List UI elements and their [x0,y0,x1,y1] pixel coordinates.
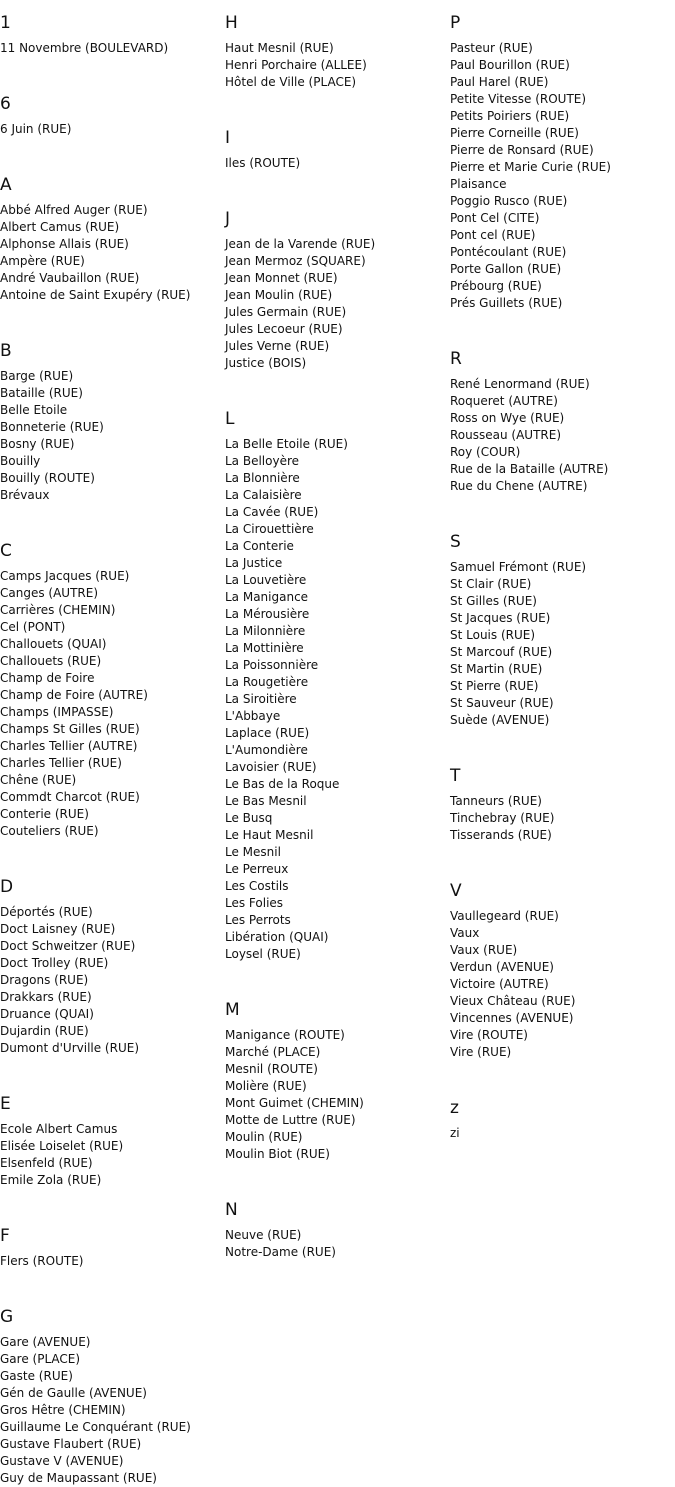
street-column-2 [225,0,450,1261]
street-link[interactable]: La Manigance [225,590,309,604]
street-link[interactable]: zi [450,1126,460,1140]
street-link[interactable]: Carrières (CHEMIN) [0,603,116,617]
street-link[interactable]: La Rougetière [225,675,309,689]
street-link[interactable]: Doct Schweitzer (RUE) [0,939,136,953]
letter-section [225,126,450,196]
street-column-3 [450,0,675,1142]
street-link[interactable]: Motte de Luttre (RUE) [225,1113,356,1127]
street-link[interactable]: La Mottinière [225,641,304,655]
section-letter-heading: M [225,1000,240,1020]
street-link[interactable]: Charles Tellier (RUE) [0,756,122,770]
section-spacer [0,1057,225,1081]
street-link[interactable]: Pontécoulant (RUE) [450,245,567,259]
street-link[interactable]: La Blonnière [225,471,300,485]
street-link[interactable]: La Milonnière [225,624,306,638]
street-link[interactable]: La Belloyère [225,454,300,468]
street-link[interactable]: Vire (ROUTE) [450,1028,528,1042]
street-link[interactable]: Manigance (ROUTE) [225,1028,345,1042]
section-spacer [0,1189,225,1213]
street-link[interactable]: Paul Harel (RUE) [450,75,549,89]
street-link[interactable]: La Belle Etoile (RUE) [225,437,348,451]
street-link[interactable]: Les Perrots [225,913,291,927]
street-link[interactable]: L'Aumondière [225,743,308,757]
street-link[interactable]: 6 Juin (RUE) [0,122,72,136]
section-letter-heading: T [450,766,461,786]
street-link[interactable]: Jean de la Varende (RUE) [225,237,376,251]
street-link[interactable]: Mesnil (ROUTE) [225,1062,318,1076]
street-link[interactable]: Cel (PONT) [0,620,66,634]
street-link[interactable]: Flers (ROUTE) [0,1254,84,1268]
street-link[interactable]: Champs (IMPASSE) [0,705,114,719]
street-link[interactable]: La Siroitière [225,692,297,706]
street-link[interactable]: Dujardin (RUE) [0,1024,89,1038]
street-link[interactable]: 11 Novembre (BOULEVARD) [0,41,169,55]
street-link[interactable]: Henri Porchaire (ALLEE) [225,58,367,72]
street-link[interactable]: Canges (AUTRE) [0,586,99,600]
street-link[interactable]: Prébourg (RUE) [450,279,542,293]
street-link[interactable]: St Marcouf (RUE) [450,645,553,659]
street-link[interactable]: Gustave V (AVENUE) [0,1454,124,1468]
letter-section [450,530,675,753]
street-link[interactable]: Le Perreux [225,862,289,876]
street-link[interactable]: Bouilly (ROUTE) [0,471,95,485]
section-spacer [225,172,450,196]
street-link[interactable]: Laplace (RUE) [225,726,310,740]
section-spacer [450,844,675,868]
street-link[interactable]: Marché (PLACE) [225,1045,321,1059]
street-link[interactable]: St Martin (RUE) [450,662,543,676]
street-link[interactable]: St Sauveur (RUE) [450,696,554,710]
street-link[interactable]: Rue de la Bataille (AUTRE) [450,462,609,476]
street-link[interactable]: Lavoisier (RUE) [225,760,317,774]
street-link[interactable]: Poggio Rusco (RUE) [450,194,568,208]
section-letter-heading: C [0,541,12,561]
street-link[interactable]: Dragons (RUE) [0,973,89,987]
street-link[interactable]: Libération (QUAI) [225,930,329,944]
street-link[interactable]: Brévaux [0,488,50,502]
section-letter-heading: J [225,209,231,229]
street-link[interactable]: Moulin (RUE) [225,1130,303,1144]
section-letter-heading: 6 [0,94,11,114]
street-link[interactable]: Mont Guimet (CHEMIN) [225,1096,364,1110]
section-spacer [450,729,675,753]
letter-section [450,1096,675,1142]
section-spacer [0,1270,225,1294]
street-link[interactable]: Paul Bourillon (RUE) [450,58,570,72]
street-link[interactable]: Bonneterie (RUE) [0,420,104,434]
section-spacer [0,57,225,81]
letter-section [450,11,675,336]
street-link[interactable]: Pasteur (RUE) [450,41,533,55]
letter-section [225,11,450,115]
street-link[interactable]: Guillaume Le Conquérant (RUE) [0,1420,191,1434]
street-link[interactable]: Gros Hêtre (CHEMIN) [0,1403,126,1417]
street-link[interactable]: St Clair (RUE) [450,577,532,591]
street-link[interactable]: Ecole Albert Camus [0,1122,118,1136]
street-link[interactable]: Neuve (RUE) [225,1228,302,1242]
street-link[interactable]: Jean Mermoz (SQUARE) [225,254,366,268]
street-link[interactable]: Bataille (RUE) [0,386,83,400]
letter-section [0,1305,225,1487]
street-link[interactable]: Champ de Foire [0,671,95,685]
street-link[interactable]: La Poissonnière [225,658,319,672]
street-link[interactable]: Champ de Foire (AUTRE) [0,688,148,702]
street-link[interactable]: Le Bas de la Roque [225,777,340,791]
letter-section [450,764,675,868]
street-link[interactable]: Doct Laisney (RUE) [0,922,116,936]
street-link[interactable]: Petits Poiriers (RUE) [450,109,570,123]
letter-section [0,339,225,528]
street-link[interactable]: Elisée Loiselet (RUE) [0,1139,124,1153]
street-link[interactable]: Ampère (RUE) [0,254,85,268]
street-link[interactable]: Jean Moulin (RUE) [225,288,333,302]
street-link[interactable]: Gaste (RUE) [0,1369,73,1383]
street-link[interactable]: Druance (QUAI) [0,1007,94,1021]
street-link[interactable]: Le Busq [225,811,273,825]
letter-section [0,11,225,81]
street-link[interactable]: St Jacques (RUE) [450,611,551,625]
street-link[interactable]: Challouets (QUAI) [0,637,107,651]
section-letter-heading: F [0,1226,10,1246]
street-link[interactable]: Gare (AVENUE) [0,1335,91,1349]
section-spacer [0,504,225,528]
street-link[interactable]: Guy de Maupassant (RUE) [0,1471,157,1485]
section-spacer [225,963,450,987]
street-link[interactable]: La Cavée (RUE) [225,505,319,519]
street-link[interactable]: Drakkars (RUE) [0,990,92,1004]
letter-section [0,1092,225,1213]
section-letter-heading: S [450,532,461,552]
street-link[interactable]: Moulin Biot (RUE) [225,1147,330,1161]
street-link[interactable]: Gare (PLACE) [0,1352,81,1366]
street-link[interactable]: Vire (RUE) [450,1045,512,1059]
street-link[interactable]: Hôtel de Ville (PLACE) [225,75,357,89]
street-link[interactable]: Charles Tellier (AUTRE) [0,739,138,753]
street-link[interactable]: St Louis (RUE) [450,628,536,642]
street-link[interactable]: Roqueret (AUTRE) [450,394,558,408]
section-spacer [450,1061,675,1085]
street-link[interactable]: Camps Jacques (RUE) [0,569,130,583]
street-link[interactable]: Les Folies [225,896,284,910]
street-link[interactable]: Alphonse Allais (RUE) [0,237,129,251]
street-link[interactable]: Doct Trolley (RUE) [0,956,109,970]
street-link[interactable]: St Gilles (RUE) [450,594,537,608]
street-link[interactable]: Antoine de Saint Exupéry (RUE) [0,288,191,302]
section-letter-heading: R [450,349,462,369]
street-link[interactable]: Iles (ROUTE) [225,156,301,170]
section-letter-heading: H [225,13,238,33]
street-link[interactable]: L'Abbaye [225,709,281,723]
street-link[interactable]: Pierre et Marie Curie (RUE) [450,160,611,174]
letter-section [0,92,225,162]
section-letter-heading: V [450,881,462,901]
street-link[interactable]: Ross on Wye (RUE) [450,411,565,425]
street-link[interactable]: St Pierre (RUE) [450,679,539,693]
street-link[interactable]: Samuel Frémont (RUE) [450,560,587,574]
section-spacer [225,372,450,396]
street-link[interactable]: Les Costils [225,879,289,893]
street-link[interactable]: Elsenfeld (RUE) [0,1156,93,1170]
street-link[interactable]: Vaux [450,926,480,940]
street-link[interactable]: Abbé Alfred Auger (RUE) [0,203,148,217]
letter-section [450,347,675,519]
street-link[interactable]: Chêne (RUE) [0,773,77,787]
letter-section [450,879,675,1085]
street-link[interactable]: Pierre de Ronsard (RUE) [450,143,594,157]
street-link[interactable]: Le Haut Mesnil [225,828,314,842]
section-letter-heading: P [450,13,461,33]
street-link[interactable]: Vieux Château (RUE) [450,994,576,1008]
street-link[interactable]: Pont cel (RUE) [450,228,536,242]
street-link[interactable]: Le Bas Mesnil [225,794,307,808]
section-letter-heading: A [0,175,12,195]
letter-section [225,207,450,396]
letter-section [0,173,225,328]
street-link[interactable]: Champs St Gilles (RUE) [0,722,140,736]
street-column-1 [0,0,225,1487]
street-link[interactable]: Le Mesnil [225,845,281,859]
street-link[interactable]: Tinchebray (RUE) [450,811,555,825]
street-link[interactable]: Petite Vitesse (ROUTE) [450,92,587,106]
street-link[interactable]: Vincennes (AVENUE) [450,1011,574,1025]
street-link[interactable]: Rue du Chene (AUTRE) [450,479,588,493]
street-link[interactable]: Barge (RUE) [0,369,74,383]
street-link[interactable]: Roy (COUR) [450,445,521,459]
street-link[interactable]: Jules Germain (RUE) [225,305,347,319]
letter-section [0,875,225,1081]
street-link[interactable]: Gustave Flaubert (RUE) [0,1437,142,1451]
street-link[interactable]: Pont Cel (CITE) [450,211,540,225]
street-link[interactable]: Conterie (RUE) [0,807,89,821]
street-link[interactable]: Challouets (RUE) [0,654,102,668]
street-link[interactable]: La Mérousière [225,607,310,621]
section-spacer [225,1163,450,1187]
section-spacer [0,840,225,864]
street-link[interactable]: Commdt Charcot (RUE) [0,790,140,804]
street-link[interactable]: Tanneurs (RUE) [450,794,542,808]
street-link[interactable]: Notre-Dame (RUE) [225,1245,336,1259]
street-link[interactable]: Gén de Gaulle (AVENUE) [0,1386,147,1400]
section-letter-heading: G [0,1307,14,1327]
street-link[interactable]: Tisserands (RUE) [450,828,552,842]
street-link[interactable]: Plaisance [450,177,507,191]
street-link[interactable]: Bouilly [0,454,41,468]
letter-section [0,1224,225,1294]
street-link[interactable]: Bosny (RUE) [0,437,75,451]
street-link[interactable]: Pierre Corneille (RUE) [450,126,579,140]
street-link[interactable]: La Louvetière [225,573,307,587]
street-link[interactable]: René Lenormand (RUE) [450,377,590,391]
section-letter-heading: B [0,341,12,361]
street-link[interactable]: La Justice [225,556,283,570]
street-link[interactable]: La Cirouettière [225,522,314,536]
street-link[interactable]: Déportés (RUE) [0,905,93,919]
street-link[interactable]: Verdun (AVENUE) [450,960,554,974]
street-link[interactable]: Jules Verne (RUE) [225,339,330,353]
letter-section [225,998,450,1187]
letter-section [225,1198,450,1261]
section-letter-heading: I [225,128,231,148]
street-link[interactable]: Jean Monnet (RUE) [225,271,338,285]
section-spacer [450,495,675,519]
street-link[interactable]: Dumont d'Urville (RUE) [0,1041,140,1055]
section-letter-heading: 1 [0,13,11,33]
section-letter-heading: L [225,409,235,429]
street-link[interactable]: Molière (RUE) [225,1079,307,1093]
street-link[interactable]: Victoire (AUTRE) [450,977,549,991]
street-link[interactable]: Jules Lecoeur (RUE) [225,322,343,336]
street-link[interactable]: Suède (AVENUE) [450,713,550,727]
street-link[interactable]: Porte Gallon (RUE) [450,262,562,276]
street-link[interactable]: Loysel (RUE) [225,947,301,961]
street-link[interactable]: Emile Zola (RUE) [0,1173,102,1187]
section-letter-heading: E [0,1094,11,1114]
section-spacer [450,312,675,336]
street-link[interactable]: La Conterie [225,539,294,553]
street-link[interactable]: La Calaisière [225,488,302,502]
section-spacer [0,304,225,328]
section-letter-heading: D [0,877,14,897]
section-letter-heading: z [450,1098,459,1118]
letter-section [0,539,225,864]
street-link[interactable]: Prés Guillets (RUE) [450,296,563,310]
letter-section [225,407,450,987]
street-link[interactable]: Albert Camus (RUE) [0,220,120,234]
street-link[interactable]: Rousseau (AUTRE) [450,428,562,442]
street-link[interactable]: Belle Etoile [0,403,68,417]
street-link[interactable]: Justice (BOIS) [225,356,307,370]
street-link[interactable]: Vaullegeard (RUE) [450,909,559,923]
street-link[interactable]: Couteliers (RUE) [0,824,99,838]
street-link[interactable]: André Vaubaillon (RUE) [0,271,140,285]
section-spacer [0,138,225,162]
section-spacer [225,91,450,115]
street-link[interactable]: Vaux (RUE) [450,943,518,957]
street-link[interactable]: Haut Mesnil (RUE) [225,41,334,55]
section-letter-heading: N [225,1200,238,1220]
